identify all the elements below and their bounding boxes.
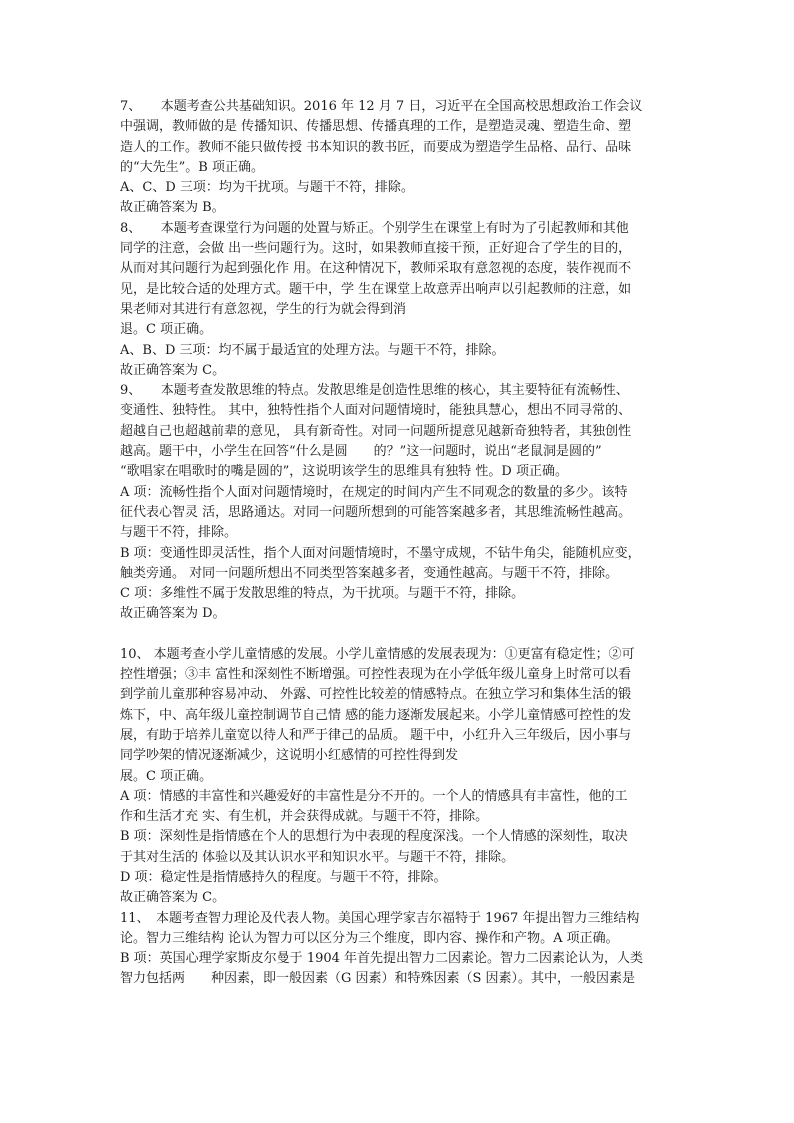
text-line: 与题干不符，排除。	[120, 525, 238, 541]
text-line: 展，有助于培养儿童宽以待人和严于律己的品质。 题干中，小红升入三年级后，因小事与	[120, 727, 632, 743]
text-line: 退。C 项正确。	[120, 322, 213, 338]
text-line: A 项：情感的丰富性和兴趣爱好的丰富性是分不开的。一个人的情感具有丰富性，他的工	[120, 788, 628, 804]
text-line: 中强调，教师做的是 传播知识、传播思想、传播真理的工作，是塑造灵魂、塑造生命、塑	[120, 119, 632, 135]
text-line: 炼下，中、高年级儿童控制调节自己情 感的能力逐渐发展起来。小学儿童情感可控性的发	[120, 707, 632, 723]
text-line: 展。C 项正确。	[120, 768, 213, 784]
text-line: 论。智力三维结构 论认为智力可以区分为三个维度，即内容、操作和产物。A 项正确。	[120, 930, 619, 946]
text-line: 9、 本题考查发散思维的特点。发散思维是创造性思维的核心，其主要特征有流畅性、	[120, 383, 629, 399]
text-line: B 项：深刻性是指情感在个人的思想行为中表现的程度深浅。一个人情感的深刻性，取决	[120, 829, 628, 845]
document-page	[120, 97, 676, 990]
text-line: 7、 本题考查公共基础知识。2016 年 12 月 7 日，习近平在全国高校思想政治工作会议	[120, 99, 643, 114]
text-line: C 项：多维性不属于发散思维的特点，为干扰项。与题干不符，排除。	[120, 586, 525, 602]
text-line: 于其对生活的 体验以及其认识水平和知识水平。与题干不符，排除。	[120, 849, 515, 865]
text-line: A、C、D 三项：均为干扰项。与题干不符，排除。	[120, 180, 414, 196]
text-line: 见，是比较合适的处理方式。题干中，学 生在课堂上故意弄出响声以引起教师的注意，如	[120, 281, 632, 297]
text-line: 故正确答案为 C。	[120, 362, 226, 378]
text-line: 控性增强；③丰 富性和深刻性不断增强。可控性表现为在小学低年级儿童身上时常可以看	[120, 667, 632, 683]
text-line: 造人的工作。教师不能只做传授 书本知识的教书匠，而要成为塑造学生品格、品行、品味	[120, 139, 632, 155]
text-line: 作和生活才充 实、有生机，并会获得成就。与题干不符，排除。	[120, 809, 489, 825]
text-line: 故正确答案为 B。	[120, 200, 225, 216]
text-line: 变通性、独特性。 其中，独特性指个人面对问题情境时，能独具慧心，想出不同寻常的、	[120, 403, 632, 419]
text-line: 征代表心智灵 活，思路通达。对同一问题所想到的可能答案越多者，其思维流畅性越高。	[120, 504, 632, 520]
text-line: B 项：英国心理学家斯皮尔曼于 1904 年首先提出智力二因素论。智力二因素论认为，人类	[120, 951, 644, 967]
text-line: 的“大先生”。B 项正确。	[120, 159, 264, 175]
text-line: B 项：变通性即灵活性，指个人面对问题情境时，不墨守成规，不钻牛角尖，能随机应变，	[120, 545, 641, 561]
text-line: 同学吵架的情况逐渐减少，这说明小红感情的可控性得到发	[120, 748, 459, 764]
text-line: 8、 本题考查课堂行为问题的处置与矫正。个别学生在课堂上有时为了引起教师和其他	[120, 220, 629, 236]
text-line: A 项：流畅性指个人面对问题情境时，在规定的时间内产生不同观念的数量的多少。该特	[120, 484, 628, 500]
text-line: 果老师对其进行有意忽视，学生的行为就会得到消	[120, 301, 407, 317]
text-line: 同学的注意，会做 出一些问题行为。这时，如果教师直接干预，正好迎合了学生的目的，	[120, 241, 632, 257]
text-line: 智力包括两 种因素，即一般因素（G 因素）和特殊因素（S 因素）。其中，一般因素是	[120, 971, 636, 987]
text-line: 到学前儿童那种容易冲动、 外露、可控性比较差的情感特点。在独立学习和集体生活的锻	[120, 687, 632, 703]
text-line: 故正确答案为 C。	[120, 890, 226, 906]
text-line: D 项：稳定性是指情感持久的程度。与题干不符，排除。	[120, 869, 447, 885]
text-line: 越高。题干中，小学生在回答“什么是圆 的？”这一问题时，说出“老鼠洞是圆的”	[120, 444, 602, 460]
text-line: 超越自己也超越前辈的意见， 具有新奇性。对同一问题所提意见越新奇独特者，其独创性	[120, 423, 632, 439]
text-line: A、B、D 三项：均不属于最适宜的处理方法。与题干不符，排除。	[120, 342, 505, 358]
text-line: 从而对其问题行为起到强化作 用。在这种情况下，教师采取有意忽视的态度，装作视而不	[120, 261, 632, 277]
text-line: 触类旁通。 对同一问题所想出不同类型答案越多者，变通性越高。与题干不符，排除。	[120, 565, 619, 581]
text-line: 11、 本题考查智力理论及代表人物。美国心理学家吉尔福特于 1967 年提出智力三维结构	[120, 910, 640, 926]
text-line: 10、 本题考查小学儿童情感的发展。小学儿童情感的发展表现为：①更富有稳定性；②可	[120, 646, 635, 662]
text-line: “歌唱家在唱歌时的嘴是圆的”，这说明该学生的思维具有独特 性。D 项正确。	[120, 464, 568, 480]
text-line: 故正确答案为 D。	[120, 606, 226, 622]
blank-line	[120, 625, 676, 645]
